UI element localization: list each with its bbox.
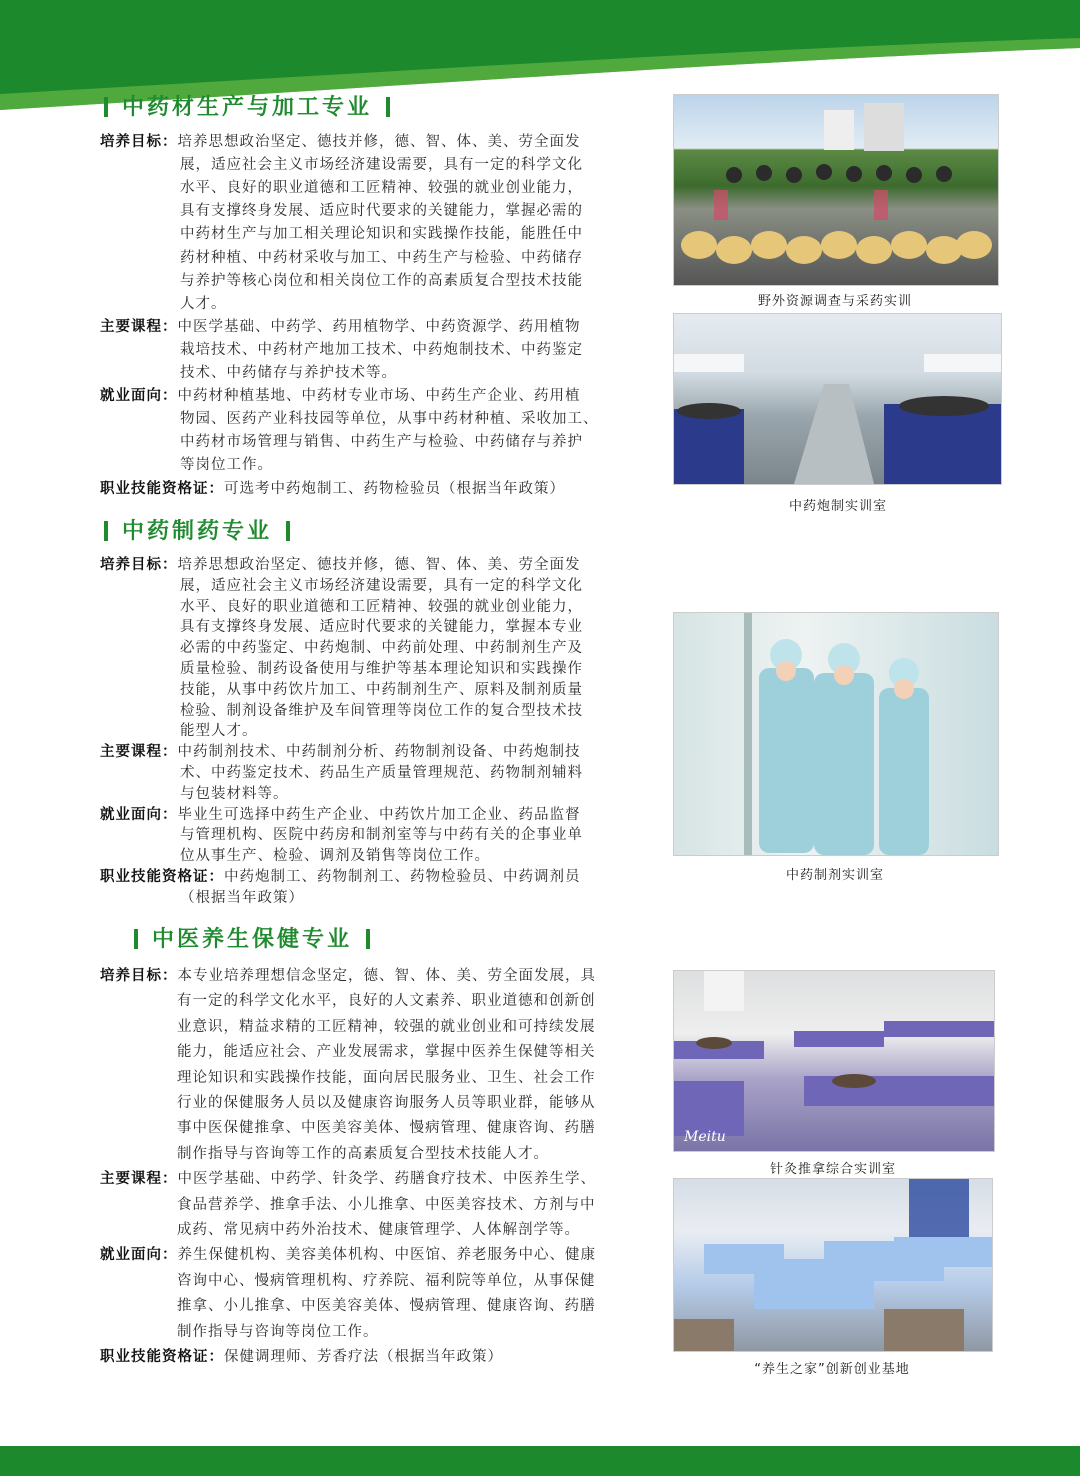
field-text: 毕业生可选择中药生产企业、中药饮片加工企业、药品监督	[177, 806, 581, 823]
text-line	[177, 1269, 737, 1290]
field-trip-photo	[673, 94, 999, 286]
field-text: 与养护等核心岗位和相关岗位工作的高素质复合型技术技能	[180, 272, 583, 289]
text-line	[177, 1040, 737, 1061]
text-line	[100, 1167, 660, 1188]
text-line	[177, 1116, 737, 1137]
field-text: 中药材生产与加工相关理论知识和实践操作技能，能胜任中	[180, 226, 583, 243]
text-line	[177, 1066, 737, 1087]
text-line	[177, 1320, 737, 1341]
text-line	[100, 1243, 660, 1264]
field-text: 技能，从事中药饮片加工、中药制剂生产、原料及制剂质量	[180, 681, 583, 698]
pharmacy-lab-photo	[673, 612, 999, 856]
text-line	[180, 199, 740, 220]
field-label: 就业面向：	[100, 388, 178, 405]
field-text: 可选考中药炮制工、药物检验员（根据当年政策）	[224, 480, 565, 497]
photo-caption: 中药制剂实训室	[785, 868, 884, 883]
text-line	[180, 176, 740, 197]
text-line	[177, 1294, 737, 1315]
field-text: 栽培技术、中药材产地加工技术、中药炮制技术、中药鉴定	[180, 341, 583, 358]
text-line	[180, 222, 740, 243]
field-text: 与包装材料等。	[180, 785, 289, 802]
photo-caption: “养生之家”创新创业基地	[754, 1362, 910, 1377]
section-title: 中药制药专业	[90, 514, 304, 545]
text-line	[180, 719, 740, 740]
text-line	[100, 964, 660, 985]
text-line	[100, 384, 660, 405]
field-text: 水平、良好的职业道德和工匠精神、较强的就业创业能力，	[180, 598, 583, 615]
field-text: 养生保健机构、美容美体机构、中医馆、养老服务中心、健康	[177, 1247, 596, 1264]
meitu-watermark: Meitu	[684, 1129, 726, 1145]
text-line	[100, 1345, 660, 1366]
text-line	[180, 886, 740, 907]
field-text: 具有支撑终身发展、适应时代要求的关键能力，掌握必需的	[180, 203, 583, 220]
field-text: 中医学基础、中药学、药用植物学、中药资源学、药用植物	[177, 318, 581, 335]
field-text: 中药材市场管理与销售、中药生产与检验、中药储存与养护	[180, 434, 583, 451]
wellness-base-photo	[673, 1178, 993, 1352]
field-text: 能力，能适应社会、产业发展需求，掌握中医养生保健等相关	[177, 1044, 596, 1061]
field-text: 咨询中心、慢病管理机构、疗养院、福利院等单位，从事保健	[177, 1272, 596, 1289]
text-line	[180, 699, 740, 720]
field-text: 等岗位工作。	[180, 457, 273, 474]
field-text: 推拿、小儿推拿、中医美容美体、慢病管理、健康咨询、药膳	[177, 1298, 596, 1315]
field-label: 主要课程：	[100, 744, 178, 761]
field-text: 术、中药鉴定技术、药品生产质量管理规范、药物制剂辅料	[180, 765, 583, 781]
field-text: 中药材种植基地、中药材专业市场、中药生产企业、药用植	[177, 388, 581, 405]
field-text: 质量检验、制药设备使用与维护等基本理论知识和实践操作	[180, 661, 583, 677]
field-text: 展，适应社会主义市场经济建设需要，具有一定的科学文化	[180, 577, 583, 594]
text-line	[180, 615, 740, 636]
field-text: 展，适应社会主义市场经济建设需要，具有一定的科学文化	[180, 157, 583, 174]
section-title: 中医养生保健专业	[120, 922, 384, 953]
text-line	[100, 803, 660, 824]
text-line	[180, 453, 740, 474]
text-line	[100, 865, 660, 886]
text-line	[180, 269, 740, 290]
text-line	[180, 246, 740, 267]
field-text: 制作指导与咨询等工作的高素质复合型技术技能人才。	[177, 1145, 549, 1162]
text-line	[180, 782, 740, 803]
text-line	[177, 1142, 737, 1163]
text-line	[177, 989, 737, 1010]
text-line	[180, 823, 740, 844]
text-line	[177, 1193, 737, 1214]
field-text: 成药、常见病中药外治技术、健康管理学、人体解剖学等。	[177, 1222, 580, 1238]
massage-lab-photo	[673, 970, 995, 1152]
field-text: 行业的保健服务人员以及健康咨询服务人员等职业群，能够从	[177, 1095, 596, 1111]
field-text: 中药制剂技术、中药制剂分析、药物制剂设备、中药炮制技	[177, 744, 581, 761]
field-text: 食品营养学、推拿手法、小儿推拿、中医美容技术、方剂与中	[177, 1196, 596, 1213]
text-line	[180, 292, 740, 313]
section-title: 中药材生产与加工专业	[90, 90, 404, 121]
text-line	[100, 740, 660, 761]
field-text: 中医学基础、中药学、针灸学、药膳食疗技术、中医养生学、	[177, 1171, 596, 1188]
field-label: 就业面向：	[100, 806, 178, 823]
field-label: 职业技能资格证：	[100, 480, 224, 497]
text-line	[180, 657, 740, 678]
text-line	[180, 407, 740, 428]
photo-caption: 针灸推拿综合实训室	[769, 1162, 896, 1177]
field-text: 事中医保健推拿、中医美容美体、慢病管理、健康咨询、药膳	[177, 1120, 596, 1137]
field-text: 能型人才。	[180, 723, 258, 740]
text-line	[100, 477, 660, 498]
photo-caption: 野外资源调查与采药实训	[757, 294, 912, 309]
field-text: 业意识，精益求精的工匠精神，较强的就业创业和可持续发展	[177, 1018, 596, 1035]
text-line	[180, 338, 740, 359]
text-line	[180, 761, 740, 782]
field-text: （根据当年政策）	[180, 889, 304, 906]
photo-caption: 中药炮制实训室	[788, 499, 887, 514]
text-line	[180, 595, 740, 616]
text-line	[177, 1218, 737, 1239]
text-line	[180, 636, 740, 657]
field-text: 保健调理师、芳香疗法（根据当年政策）	[224, 1349, 503, 1365]
text-line	[180, 844, 740, 865]
field-label: 主要课程：	[100, 1171, 178, 1188]
processing-lab-photo	[673, 313, 1002, 485]
text-line	[100, 315, 660, 336]
field-text: 检验、制剂设备维护及车间管理等岗位工作的复合型技术技	[180, 702, 583, 719]
field-label: 培养目标：	[100, 557, 178, 573]
bottom-green-band	[0, 1446, 1080, 1476]
field-text: 培养思想政治坚定、德技并修，德、智、体、美、劳全面发	[177, 557, 581, 573]
field-text: 具有支撑终身发展、适应时代要求的关键能力，掌握本专业	[180, 619, 583, 636]
field-text: 水平、良好的职业道德和工匠精神、较强的就业创业能力，	[180, 180, 583, 197]
field-text: 理论知识和实践操作技能，面向居民服务业、卫生、社会工作	[177, 1069, 596, 1086]
text-line	[180, 153, 740, 174]
field-label: 就业面向：	[100, 1247, 178, 1264]
text-line	[100, 553, 660, 574]
field-text: 与管理机构、医院中药房和制剂室等与中药有关的企事业单	[180, 827, 583, 844]
text-line	[177, 1015, 737, 1036]
text-line	[100, 130, 660, 151]
field-text: 制作指导与咨询等岗位工作。	[177, 1323, 379, 1340]
field-text: 中药炮制工、药物制剂工、药物检验员、中药调剂员	[224, 869, 581, 885]
text-line	[180, 574, 740, 595]
field-text: 物园、医药产业科技园等单位，从事中药材种植、采收加工、	[180, 411, 599, 428]
field-label: 职业技能资格证：	[100, 1349, 224, 1365]
field-text: 药材种植、中药材采收与加工、中药生产与检验、中药储存	[180, 249, 583, 266]
field-text: 培养思想政治坚定、德技并修，德、智、体、美、劳全面发	[177, 134, 581, 150]
field-text: 位从事生产、检验、调剂及销售等岗位工作。	[180, 848, 490, 865]
field-text: 必需的中药鉴定、中药炮制、中药前处理、中药制剂生产及	[180, 640, 583, 657]
field-text: 本专业培养理想信念坚定，德、智、体、美、劳全面发展，具	[177, 968, 596, 984]
field-text: 人才。	[180, 295, 227, 312]
field-text: 有一定的科学文化水平，良好的人文素养、职业道德和创新创	[177, 993, 596, 1010]
field-label: 职业技能资格证：	[100, 869, 224, 885]
text-line	[180, 678, 740, 699]
field-label: 主要课程：	[100, 318, 178, 335]
text-line	[177, 1091, 737, 1112]
field-label: 培养目标：	[100, 968, 178, 984]
field-label: 培养目标：	[100, 134, 178, 150]
text-line	[180, 430, 740, 451]
field-text: 技术、中药储存与养护技术等。	[180, 365, 397, 381]
text-line	[180, 361, 740, 382]
